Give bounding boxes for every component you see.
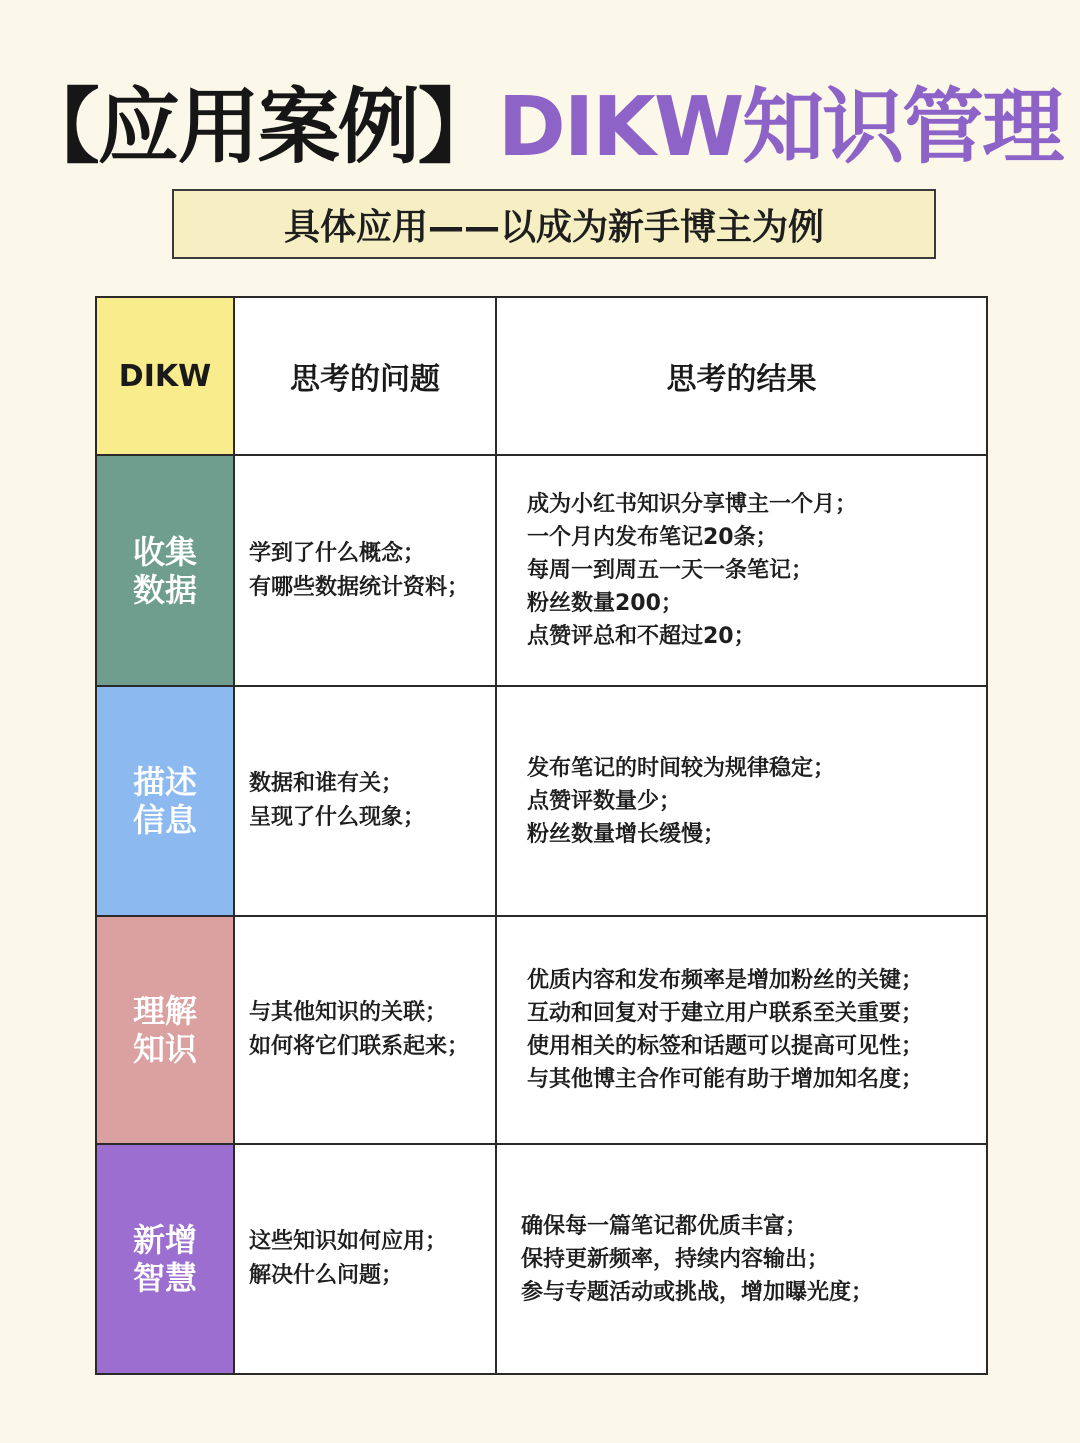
stage-label: 智慧 <box>132 1259 197 1297</box>
title-bracket-part: 【应用案例】 <box>17 80 498 175</box>
result-line: 互动和回复对于建立用户联系至关重要； <box>527 1001 924 1026</box>
question-line: 学到了什么概念； <box>249 540 426 566</box>
subtitle-banner: 具体应用——以成为新手博主为例 <box>172 189 936 259</box>
result-line: 粉丝数量增长缓慢； <box>527 821 726 847</box>
result-line: 粉丝数量200； <box>527 591 683 616</box>
stage-label: 理解 <box>132 992 197 1030</box>
table-header-row <box>96 297 987 455</box>
question-line: 解决什么问题； <box>249 1263 404 1288</box>
question-cell <box>234 1144 496 1374</box>
result-cell <box>496 686 987 916</box>
question-line: 数据和谁有关； <box>249 771 404 796</box>
result-line: 点赞评总和不超过20； <box>527 624 756 649</box>
result-cell <box>496 455 987 686</box>
stage-cell-knowledge <box>96 916 234 1144</box>
table-row-information <box>96 686 987 916</box>
question-line: 如何将它们联系起来； <box>249 1034 470 1059</box>
stage-label: 知识 <box>132 1030 197 1068</box>
stage-label: 数据 <box>132 570 197 609</box>
result-line: 点赞评数量少； <box>527 788 682 814</box>
result-line: 与其他博主合作可能有助于增加知名度； <box>527 1067 924 1092</box>
result-line: 参与专题活动或挑战，增加曝光度； <box>521 1279 874 1305</box>
table-row-wisdom <box>96 1144 987 1374</box>
question-cell <box>234 686 496 916</box>
result-line: 每周一到周五一天一条笔记； <box>527 558 814 583</box>
table-row-data <box>96 455 987 686</box>
stage-cell-information <box>96 686 234 916</box>
question-line: 这些知识如何应用； <box>249 1229 448 1254</box>
question-cell <box>234 916 496 1144</box>
result-cell <box>496 1144 987 1374</box>
result-line: 使用相关的标签和话题可以提高可见性； <box>527 1034 924 1059</box>
result-line: 发布笔记的时间较为规律稳定； <box>527 755 836 781</box>
question-line: 与其他知识的关联； <box>249 1000 448 1025</box>
result-line: 一个月内发布笔记20条； <box>527 525 778 550</box>
result-line: 成为小红书知识分享博主一个月； <box>527 492 858 517</box>
header-results: 思考的结果 <box>496 297 987 455</box>
stage-cell-wisdom <box>96 1144 234 1374</box>
header-dikw: DIKW <box>96 297 234 455</box>
question-line: 有哪些数据统计资料； <box>249 574 470 600</box>
stage-cell-data <box>96 455 234 686</box>
page-title <box>0 78 1080 178</box>
dikw-table <box>95 296 988 1375</box>
stage-label: 描述 <box>132 763 197 801</box>
title-topic-part: DIKW知识管理 <box>497 80 1063 175</box>
result-line: 保持更新频率，持续内容输出； <box>521 1246 830 1272</box>
header-questions: 思考的问题 <box>234 297 496 455</box>
result-cell <box>496 916 987 1144</box>
table-row-knowledge <box>96 916 987 1144</box>
question-cell <box>234 455 496 686</box>
result-line: 确保每一篇笔记都优质丰富； <box>521 1213 808 1239</box>
stage-label: 收集 <box>132 532 197 571</box>
stage-label: 信息 <box>132 801 197 839</box>
question-line: 呈现了什么现象； <box>249 805 426 830</box>
result-line: 优质内容和发布频率是增加粉丝的关键； <box>527 968 924 993</box>
stage-label: 新增 <box>132 1221 197 1259</box>
